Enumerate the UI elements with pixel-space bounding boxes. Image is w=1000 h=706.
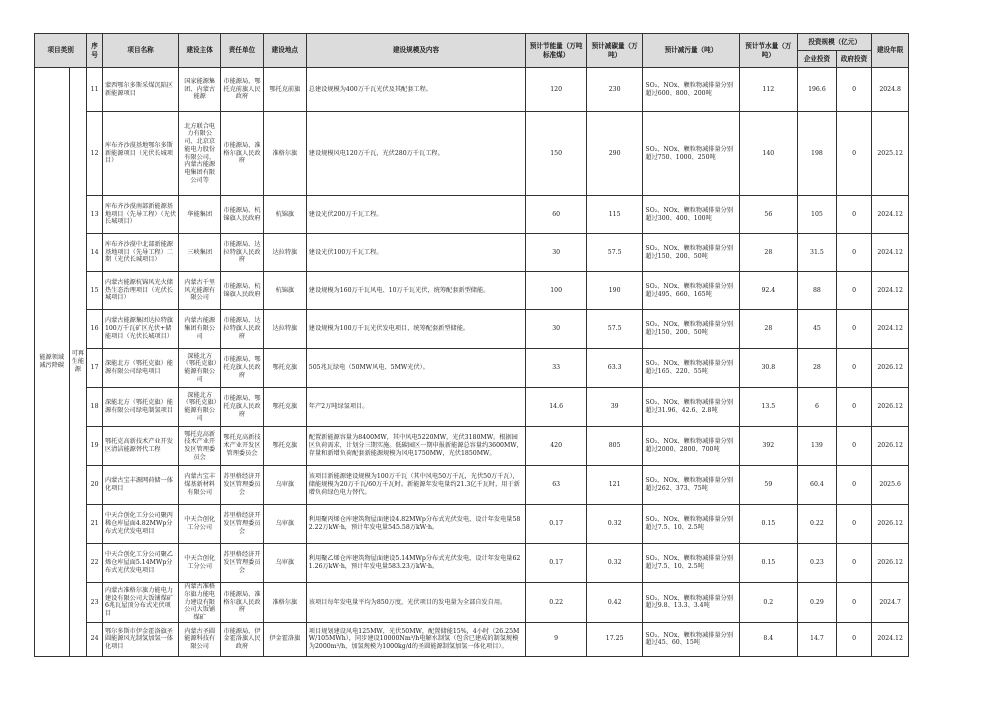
cell-enterprise: 14.7	[798, 622, 837, 656]
cell-energy: 30	[526, 310, 587, 349]
cell-year: 2026.12	[872, 544, 909, 583]
cell-responsible: 市能源局、伊金霍洛旗人民政府	[221, 622, 264, 656]
cell-carbon: 0.32	[586, 505, 642, 544]
cell-location: 达拉特旗	[263, 234, 306, 272]
cell-owner: 内蒙古准格尔旗力能电力建设有限公司大饭铺煤矿	[179, 583, 221, 623]
cell-carbon: 290	[586, 112, 642, 196]
cell-carbon: 0.42	[586, 583, 642, 623]
cell-pollution: SO₂、NOx、颗粒物减排量分别超过600、800、200吨	[643, 68, 739, 112]
cell-government: 0	[836, 310, 872, 349]
cell-year: 2024.7	[872, 583, 909, 623]
cell-responsible: 市能源局、达拉特旗人民政府	[221, 234, 264, 272]
cell-responsible: 苏里格经济开发区管理委员会	[221, 505, 264, 544]
cell-year: 2024.12	[872, 272, 909, 310]
table-row	[35, 272, 909, 310]
cell-location: 乌审旗	[263, 466, 306, 505]
cell-seq: 18	[87, 388, 103, 427]
cell-location: 达拉特旗	[263, 310, 306, 349]
header-category: 项目类别	[35, 34, 87, 68]
cell-pollution: SO₂、NOx、颗粒物减排量分别超过2000、2800、700吨	[643, 427, 739, 466]
cell-location: 准格尔旗	[263, 583, 306, 623]
table-row	[35, 388, 909, 427]
cell-responsible: 苏里格经济开发区管理委员会	[221, 544, 264, 583]
cell-owner: 国家能源集团、内蒙古能源	[179, 68, 221, 112]
cell-government: 0	[836, 622, 872, 656]
cell-seq: 23	[87, 583, 103, 623]
cell-carbon: 63.3	[586, 349, 642, 388]
cell-location: 杭锦旗	[263, 196, 306, 234]
cell-year: 2024.12	[872, 234, 909, 272]
cell-pollution: SO₂、NOx、颗粒物减排量分别超过7.5、10、2.5吨	[643, 544, 739, 583]
cell-scale: 项目规划建设风电125MW，光伏50MW，配置储能15%，4小时（26.25MW/105MWh），同步建设10000Nm³/h电解水制氢（包含已建成的制氢规模为2000m³/h，加氢规模为1000kg/d的圣圆能源制氢加氢一体化项目）。	[306, 622, 526, 656]
table-row	[35, 544, 909, 583]
cell-year: 2026.12	[872, 505, 909, 544]
cell-year: 2025.12	[872, 112, 909, 196]
table-row	[35, 427, 909, 466]
cell-year: 2024.12	[872, 310, 909, 349]
cell-year: 2026.12	[872, 427, 909, 466]
header-responsible: 责任单位	[221, 34, 264, 68]
cell-scale: 505兆瓦绿电（50MW风电、5MW光伏）。	[306, 349, 526, 388]
cell-responsible: 市能源局、准格尔旗人民政府	[221, 112, 264, 196]
table-row	[35, 68, 909, 112]
cell-name: 中天合创化工分公司聚乙烯仓库屋面5.14MWp分布式光伏发电项目	[102, 544, 178, 583]
cell-carbon: 121	[586, 466, 642, 505]
cell-name: 中天合创化工分公司聚丙稀仓库屋面4.82MWp分布式光伏发电项目	[102, 505, 178, 544]
header-water-saving: 预计节水量（万吨）	[739, 34, 798, 68]
cell-government: 0	[836, 112, 872, 196]
header-government-investment: 政府投资	[836, 51, 872, 68]
cell-energy: 33	[526, 349, 587, 388]
cell-enterprise: 198	[798, 112, 837, 196]
cell-name: 内蒙古宝丰源网荷储一体化项目	[102, 466, 178, 505]
cell-scale: 建设光伏100万千瓦工程。	[306, 234, 526, 272]
cell-location: 鄂托克旗	[263, 427, 306, 466]
cell-enterprise: 139	[798, 427, 837, 466]
cell-pollution: SO₂、NOx、颗粒物减排量分别超过31.96、42.6、2.8吨	[643, 388, 739, 427]
cell-location: 鄂托克前旗	[263, 68, 306, 112]
cell-responsible: 市能源局、准格尔旗人民政府	[221, 583, 264, 623]
cell-energy: 0.17	[526, 544, 587, 583]
header-seq: 序号	[87, 34, 103, 68]
cell-owner: 鄂托克高新技术产业开发区管理委员会	[179, 427, 221, 466]
cell-seq: 19	[87, 427, 103, 466]
cell-owner: 三峡集团	[179, 234, 221, 272]
table-row	[35, 622, 909, 656]
cell-owner: 内蒙古圣圆能源科技有限公司	[179, 622, 221, 656]
category-level2: 可再生能源	[69, 68, 87, 657]
cell-pollution: SO₂、NOx、颗粒物减排量分别超过45、60、15吨	[643, 622, 739, 656]
cell-year: 2025.6	[872, 466, 909, 505]
cell-responsible: 市能源局、鄂托克旗人民政府	[221, 388, 264, 427]
cell-energy: 420	[526, 427, 587, 466]
cell-name: 鄂托克高新技术产业开发区清洁能源替代工程	[102, 427, 178, 466]
cell-pollution: SO₂、NOx、颗粒物减排量分别超过7.5、10、2.5吨	[643, 505, 739, 544]
cell-water: 392	[739, 427, 798, 466]
cell-responsible: 市能源局、达拉特旗人民政府	[221, 310, 264, 349]
cell-seq: 17	[87, 349, 103, 388]
cell-name: 鄂尔多斯市伊金霍洛旗圣圆能源风光制氢加氢一体化项目	[102, 622, 178, 656]
cell-name: 内蒙古能源杭锦风光火储热生态治理项目（光伏长城项目）	[102, 272, 178, 310]
cell-enterprise: 0.29	[798, 583, 837, 623]
cell-water: 13.5	[739, 388, 798, 427]
cell-pollution: SO₂、NOx、颗粒物减排量分别超过750、1000、250吨	[643, 112, 739, 196]
cell-name: 深能北方（鄂托克旗）能源有限公司绿电项目	[102, 349, 178, 388]
cell-government: 0	[836, 505, 872, 544]
cell-seq: 21	[87, 505, 103, 544]
project-table	[34, 33, 909, 657]
cell-water: 92.4	[739, 272, 798, 310]
cell-energy: 0.17	[526, 505, 587, 544]
header-pollution-reduction: 预计减污量（吨）	[643, 34, 739, 68]
cell-name: 内蒙古准格尔旗力能电力建设有限公司大饭铺煤矿6兆瓦屋顶分布式光伏项目	[102, 583, 178, 623]
cell-enterprise: 28	[798, 349, 837, 388]
cell-energy: 63	[526, 466, 587, 505]
cell-enterprise: 31.5	[798, 234, 837, 272]
cell-seq: 15	[87, 272, 103, 310]
cell-water: 140	[739, 112, 798, 196]
cell-water: 8.4	[739, 622, 798, 656]
cell-pollution: SO₂、NOx、颗粒物减排量分别超过150、200、50吨	[643, 310, 739, 349]
cell-energy: 100	[526, 272, 587, 310]
cell-government: 0	[836, 234, 872, 272]
cell-year: 2024.8	[872, 68, 909, 112]
cell-enterprise: 60.4	[798, 466, 837, 505]
cell-location: 鄂托克旗	[263, 349, 306, 388]
cell-location: 乌审旗	[263, 505, 306, 544]
table-row	[35, 349, 909, 388]
cell-water: 56	[739, 196, 798, 234]
cell-government: 0	[836, 68, 872, 112]
cell-name: 库布齐沙漠中北部新能源基地项目（先导工程）二期（光伏长城项目）	[102, 234, 178, 272]
cell-scale: 利用聚乙烯仓库建筑物屋面建设5.14MWp分布式光伏发电，设计年发电量621.26万kW·h，预计年发电量583.23万kW·h。	[306, 544, 526, 583]
cell-scale: 建设规模为100万千瓦光伏发电项目，统筹配套新型储能。	[306, 310, 526, 349]
cell-year: 2024.12	[872, 196, 909, 234]
cell-carbon: 57.5	[586, 234, 642, 272]
cell-scale: 利用聚丙烯仓库建筑物屋面建设4.82MWp分布式光伏发电，设计年发电量582.22万kW·h，预计年发电量545.58万kW·h。	[306, 505, 526, 544]
cell-owner: 内蒙古宝丰煤基新材料有限公司	[179, 466, 221, 505]
cell-responsible: 鄂托克高新技术产业开发区管理委员会	[221, 427, 264, 466]
cell-owner: 北方联合电力有限公司、北京京能电力股份有限公司、内蒙古能源电集团有限公司等	[179, 112, 221, 196]
cell-owner: 深能北方（鄂托克旗）能源有限公司	[179, 388, 221, 427]
cell-pollution: SO₂、NOx、颗粒物减排量分别超过495、660、165吨	[643, 272, 739, 310]
table-row	[35, 466, 909, 505]
cell-pollution: SO₂、NOx、颗粒物减排量分别超过165、220、55吨	[643, 349, 739, 388]
cell-water: 0.15	[739, 505, 798, 544]
cell-responsible: 市能源局、鄂托克前旗人民政府	[221, 68, 264, 112]
cell-location: 杭锦旗	[263, 272, 306, 310]
cell-energy: 0.22	[526, 583, 587, 623]
cell-government: 0	[836, 196, 872, 234]
cell-water: 112	[739, 68, 798, 112]
table-row	[35, 505, 909, 544]
cell-responsible: 市能源局、杭锦旗人民政府	[221, 196, 264, 234]
header-investment: 投资规模（亿元）	[798, 34, 872, 51]
cell-owner: 华能集团	[179, 196, 221, 234]
cell-scale: 该项目每年发电量平均为850万度，光伏项目的发电量为全部自发自用。	[306, 583, 526, 623]
cell-carbon: 230	[586, 68, 642, 112]
cell-seq: 12	[87, 112, 103, 196]
cell-name: 深能北方（鄂托克旗）能源有限公司绿电制氢项目	[102, 388, 178, 427]
cell-scale: 建设规模风电120万千瓦、光伏280万千瓦工程。	[306, 112, 526, 196]
cell-location: 鄂托克旗	[263, 388, 306, 427]
cell-owner: 内蒙古能源集团有限公司	[179, 310, 221, 349]
cell-owner: 中天合创化工分公司	[179, 544, 221, 583]
cell-energy: 60	[526, 196, 587, 234]
cell-government: 0	[836, 349, 872, 388]
cell-water: 0.15	[739, 544, 798, 583]
cell-enterprise: 196.6	[798, 68, 837, 112]
cell-government: 0	[836, 466, 872, 505]
cell-seq: 11	[87, 68, 103, 112]
cell-water: 30.8	[739, 349, 798, 388]
cell-pollution: SO₂、NOx、颗粒物减排量分别超过262、373、75吨	[643, 466, 739, 505]
cell-seq: 16	[87, 310, 103, 349]
cell-seq: 13	[87, 196, 103, 234]
cell-owner: 中天合创化工分公司	[179, 505, 221, 544]
header-location: 建设地点	[263, 34, 306, 68]
cell-responsible: 苏里格经济开发区管理委员会	[221, 466, 264, 505]
header-year: 建设年限	[872, 34, 909, 68]
cell-owner: 内蒙古千里风光能源有限公司	[179, 272, 221, 310]
cell-energy: 9	[526, 622, 587, 656]
cell-carbon: 39	[586, 388, 642, 427]
cell-scale: 配置新能源容量为8400MW，其中风电5220MW，光伏3180MW。根据园区负荷需求，计划分三期实施。低碳园区一期申报新能源总容量约3600MW，存量和新增负荷配套新能源规模为风电1750MW，光伏1850MW。	[306, 427, 526, 466]
cell-location: 乌审旗	[263, 544, 306, 583]
cell-carbon: 17.25	[586, 622, 642, 656]
cell-pollution: SO₂、NOx、颗粒物减排量分别超过9.8、13.3、3.4吨	[643, 583, 739, 623]
cell-carbon: 115	[586, 196, 642, 234]
cell-enterprise: 0.23	[798, 544, 837, 583]
cell-scale: 建设规模为160万千瓦风电、10万千瓦光伏，统筹配套新型储能。	[306, 272, 526, 310]
cell-responsible: 市能源局、鄂托克旗人民政府	[221, 349, 264, 388]
cell-name: 库布齐沙漠南部新能源基地项目（先导工程）（光伏长城项目）	[102, 196, 178, 234]
table-row	[35, 310, 909, 349]
cell-scale: 该项目新能源建设规模为100万千瓦（其中风电50万千瓦，光伏50万千瓦），储能规模为20万千瓦/60万千瓦时。新能源年发电量约21.3亿千瓦时，用于新增负荷绿色电力替代。	[306, 466, 526, 505]
category-level1: 能源领域减污降碳	[35, 68, 70, 657]
cell-location: 伊金霍洛旗	[263, 622, 306, 656]
cell-pollution: SO₂、NOx、颗粒物减排量分别超过150、200、50吨	[643, 234, 739, 272]
header-name: 项目名称	[102, 34, 178, 68]
cell-government: 0	[836, 583, 872, 623]
cell-seq: 22	[87, 544, 103, 583]
header-scale: 建设规模及内容	[306, 34, 526, 68]
table-row	[35, 234, 909, 272]
cell-seq: 14	[87, 234, 103, 272]
cell-seq: 20	[87, 466, 103, 505]
cell-water: 59	[739, 466, 798, 505]
cell-energy: 150	[526, 112, 587, 196]
cell-energy: 30	[526, 234, 587, 272]
table-row	[35, 112, 909, 196]
cell-government: 0	[836, 272, 872, 310]
cell-water: 28	[739, 234, 798, 272]
cell-pollution: SO₂、NOx、颗粒物减排量分别超过300、400、100吨	[643, 196, 739, 234]
cell-government: 0	[836, 427, 872, 466]
cell-owner: 深能北方（鄂托克旗）能源有限公司	[179, 349, 221, 388]
cell-carbon: 190	[586, 272, 642, 310]
cell-year: 2026.12	[872, 388, 909, 427]
cell-water: 28	[739, 310, 798, 349]
cell-energy: 14.6	[526, 388, 587, 427]
cell-energy: 120	[526, 68, 587, 112]
cell-seq: 24	[87, 622, 103, 656]
cell-enterprise: 88	[798, 272, 837, 310]
cell-enterprise: 105	[798, 196, 837, 234]
cell-carbon: 57.5	[586, 310, 642, 349]
cell-name: 蒙西鄂尔多斯采煤沉陷区新能源项目	[102, 68, 178, 112]
cell-scale: 年产2万吨绿氢项目。	[306, 388, 526, 427]
cell-scale: 建设光伏200万千瓦工程。	[306, 196, 526, 234]
cell-year: 2024.12	[872, 622, 909, 656]
cell-government: 0	[836, 544, 872, 583]
cell-carbon: 0.32	[586, 544, 642, 583]
cell-enterprise: 45	[798, 310, 837, 349]
table-row	[35, 196, 909, 234]
cell-name: 库布齐沙漠基地鄂尔多斯新能源项目（光伏长城项目）	[102, 112, 178, 196]
cell-carbon: 805	[586, 427, 642, 466]
header-owner: 建设主体	[179, 34, 221, 68]
cell-water: 0.2	[739, 583, 798, 623]
table-row	[35, 583, 909, 623]
cell-year: 2026.12	[872, 349, 909, 388]
cell-location: 准格尔旗	[263, 112, 306, 196]
cell-enterprise: 6	[798, 388, 837, 427]
cell-government: 0	[836, 388, 872, 427]
header-enterprise-investment: 企业投资	[798, 51, 837, 68]
cell-scale: 总建设规模为400万千瓦光伏及其配套工程。	[306, 68, 526, 112]
cell-name: 内蒙古能源集团达拉特旗100万千瓦矿区光伏+储能项目（光伏长城项目）	[102, 310, 178, 349]
header-carbon-reduction: 预计减碳量（万吨）	[586, 34, 642, 68]
cell-enterprise: 0.22	[798, 505, 837, 544]
cell-responsible: 市能源局、杭锦旗人民政府	[221, 272, 264, 310]
header-energy-saving: 预计节能量（万吨标准煤）	[526, 34, 587, 68]
